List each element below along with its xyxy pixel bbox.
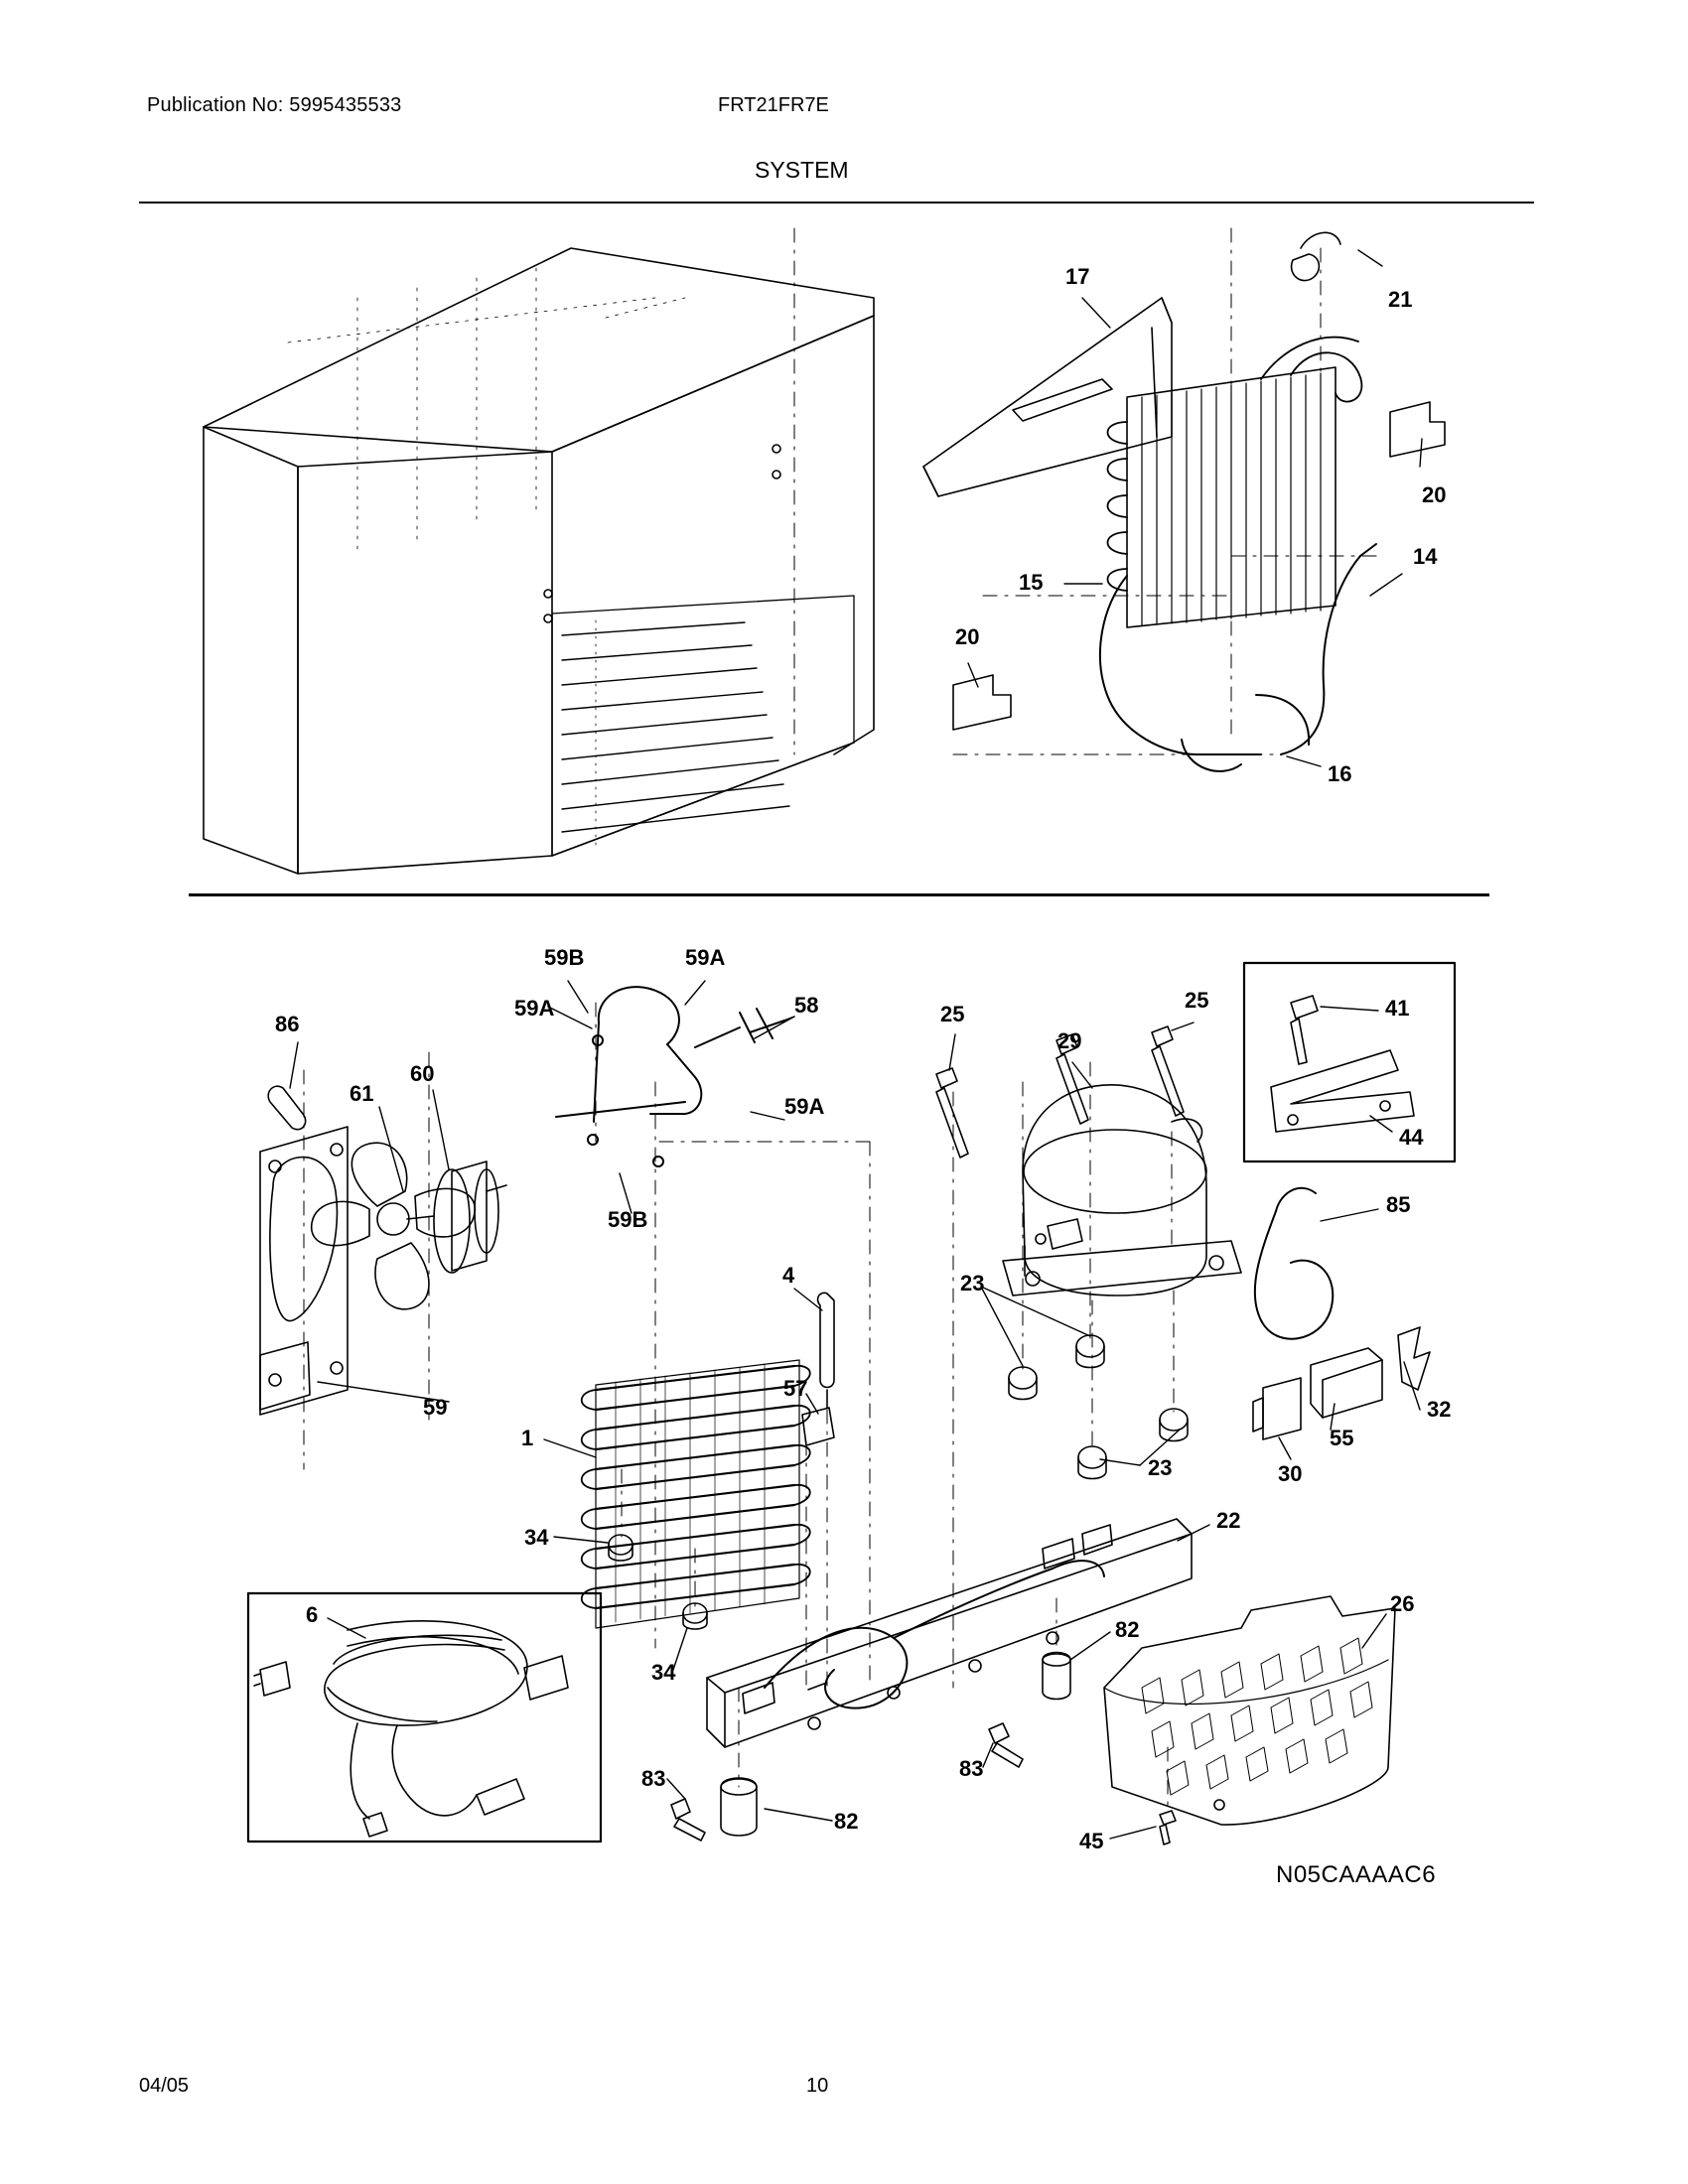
callout-85: 85 [1386, 1192, 1411, 1217]
part-32-clip [1398, 1327, 1430, 1390]
part-21-clip [1292, 232, 1340, 280]
callout-4: 4 [782, 1263, 795, 1288]
callout-25-left: 25 [940, 1002, 965, 1026]
callout-57: 57 [783, 1376, 808, 1401]
footer-date: 04/05 [139, 2075, 190, 2097]
callout-32: 32 [1427, 1397, 1452, 1422]
cabinet-shell [204, 248, 874, 874]
callout-41: 41 [1385, 996, 1410, 1021]
part-61-fan-blade [312, 1143, 476, 1309]
callout-14: 14 [1413, 544, 1438, 569]
callout-34-right: 34 [651, 1660, 676, 1685]
callout-55: 55 [1330, 1426, 1354, 1450]
part-26-drain-pan [1104, 1596, 1395, 1825]
part-85-wire [1255, 1188, 1333, 1339]
callout-59b-top: 59B [544, 945, 585, 970]
part-57-clip [802, 1408, 834, 1445]
callout-59a-top: 59A [685, 945, 726, 970]
callout-83-left: 83 [641, 1766, 666, 1791]
section-title: SYSTEM [755, 157, 849, 183]
part-82-bushing-b [721, 1778, 757, 1836]
part-15-condenser [1107, 338, 1361, 627]
callout-6: 6 [306, 1602, 319, 1627]
callout-25-right: 25 [1185, 988, 1209, 1013]
part-55-cover [1311, 1348, 1382, 1418]
part-83-screw-b [989, 1723, 1023, 1767]
callout-23-lower: 23 [1148, 1455, 1173, 1480]
callout-59a-right: 59A [784, 1094, 825, 1119]
callout-20-left: 20 [955, 624, 980, 649]
part-1-evaporator [582, 1360, 810, 1628]
part-29-compressor [1003, 1085, 1241, 1296]
callout-59a-left: 59A [514, 996, 555, 1021]
part-59-fan-bracket [260, 1127, 348, 1415]
inset-box-6 [248, 1593, 601, 1842]
callout-29: 29 [1057, 1028, 1082, 1053]
callout-86: 86 [275, 1012, 300, 1036]
callout-21: 21 [1388, 287, 1413, 312]
part-30-relay [1253, 1378, 1301, 1439]
callout-83-right: 83 [959, 1756, 984, 1781]
part-17-trim-panel [923, 298, 1172, 496]
part-14-wire [1281, 544, 1376, 754]
callout-1: 1 [521, 1426, 534, 1450]
callout-23-upper: 23 [960, 1271, 985, 1296]
callout-44: 44 [1399, 1125, 1424, 1150]
part-34-grommet-b [683, 1603, 707, 1629]
drawing-code: N05CAAAAC6 [1276, 1861, 1437, 1888]
callout-30: 30 [1278, 1461, 1303, 1486]
callout-20-right: 20 [1422, 482, 1447, 507]
callout-82-lower: 82 [834, 1809, 859, 1834]
footer-page-number: 10 [806, 2075, 829, 2097]
model-number: FRT21FR7E [718, 94, 829, 116]
callout-59b-bottom: 59B [608, 1207, 648, 1232]
callout-45: 45 [1079, 1829, 1104, 1853]
callout-61: 61 [350, 1081, 374, 1106]
part-34-grommet-a [609, 1535, 633, 1561]
part-86-pin [268, 1086, 305, 1130]
callout-22: 22 [1216, 1508, 1241, 1533]
callout-59: 59 [423, 1395, 448, 1420]
part-16-wire [1100, 576, 1309, 771]
part-83-screw-a [671, 1799, 705, 1841]
part-58-59-tubing [556, 987, 784, 1166]
callout-26: 26 [1390, 1591, 1415, 1616]
part-82-bushing-a [1043, 1653, 1070, 1700]
callout-34-left: 34 [524, 1525, 549, 1550]
callout-58: 58 [794, 993, 819, 1018]
header-divider [139, 202, 1534, 204]
callout-17: 17 [1065, 264, 1090, 289]
callout-15: 15 [1019, 570, 1044, 595]
part-45-screw [1160, 1811, 1176, 1844]
part-20-bracket-right [1390, 402, 1445, 457]
callout-16: 16 [1328, 761, 1352, 786]
part-4-drier [818, 1293, 834, 1408]
callout-82-upper: 82 [1115, 1617, 1140, 1642]
callout-60: 60 [410, 1061, 435, 1086]
section-divider [189, 893, 1489, 896]
publication-number: Publication No: 5995435533 [147, 94, 402, 116]
part-60-fan-motor [407, 1161, 506, 1273]
part-20-bracket-left [953, 675, 1011, 730]
